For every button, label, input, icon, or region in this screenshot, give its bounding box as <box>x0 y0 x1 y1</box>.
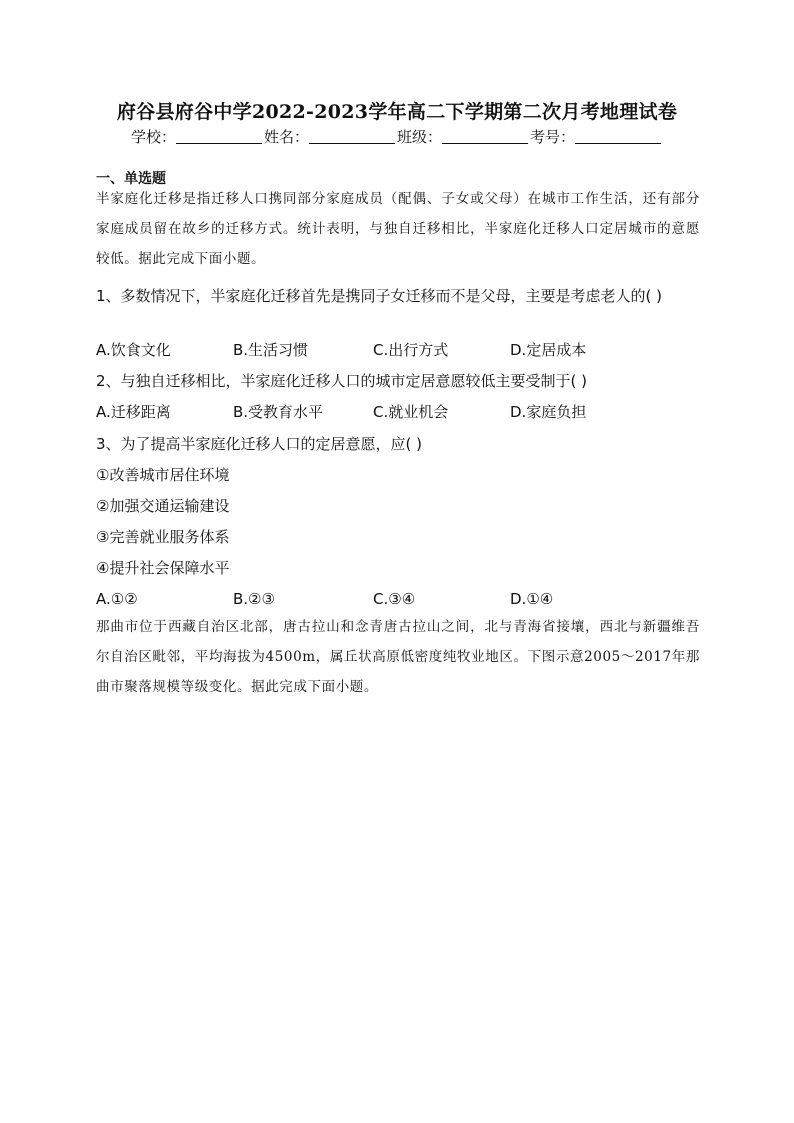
section-heading: 一、单选题 <box>96 171 166 187</box>
q2-option-d: D.家庭负担 <box>510 403 587 421</box>
number-label: 考号： <box>530 128 576 146</box>
q2-option-b: B.受教育水平 <box>233 403 324 421</box>
school-label: 学校： <box>130 128 176 146</box>
q1-option-b: B.生活习惯 <box>233 341 309 359</box>
number-blank <box>575 129 661 144</box>
exam-title: 府谷县府谷中学2022-2023学年高二下学期第二次月考地理试卷 <box>116 101 678 123</box>
q3-statement-3: ③完善就业服务体系 <box>96 528 230 546</box>
q1-option-a: A.饮食文化 <box>96 341 171 359</box>
question-2-stem: 2、与独自迁移相比，半家庭化迁移人口的城市定居意愿较低主要受制于( ) <box>96 372 588 390</box>
question-2-options <box>96 397 702 427</box>
school-blank <box>176 129 262 144</box>
question-3-stem: 3、为了提高半家庭化迁移人口的定居意愿，应( ) <box>96 435 423 453</box>
name-blank <box>309 129 395 144</box>
student-info-row <box>0 126 794 147</box>
reading-passage-2: 那曲市位于西藏自治区北部，唐古拉山和念青唐古拉山之间，北与青海省接壤，西北与新疆维吾尔自治区毗邻，平均海拔为4500m，属丘状高原低密度纯牧业地区。下图示意2005～2017年那曲市聚落规模等级变化。据此完成下面小题。 <box>96 619 700 695</box>
class-blank <box>442 129 528 144</box>
q3-option-d: D.①④ <box>510 590 554 608</box>
q1-option-d: D.定居成本 <box>510 341 587 359</box>
question-3-options <box>96 584 702 614</box>
q3-option-b: B.②③ <box>233 590 275 608</box>
q3-statement-1: ①改善城市居住环境 <box>96 466 230 484</box>
question-1-options <box>96 335 702 365</box>
q2-option-c: C.就业机会 <box>373 403 449 421</box>
q3-option-c: C.③④ <box>373 590 416 608</box>
q2-option-a: A.迁移距离 <box>96 403 171 421</box>
question-1-stem: 1、多数情况下，半家庭化迁移首先是携同子女迁移而不是父母，主要是考虑老人的( ) <box>96 287 663 305</box>
q3-statement-2: ②加强交通运输建设 <box>96 497 230 515</box>
q1-option-c: C.出行方式 <box>373 341 449 359</box>
reading-passage-1: 半家庭化迁移是指迁移人口携同部分家庭成员（配偶、子女或父母）在城市工作生活，还有部分家庭成员留在故乡的迁移方式。统计表明，与独自迁移相比，半家庭化迁移人口定居城市的意愿较低。据此完成下面小题。 <box>96 191 700 267</box>
name-label: 姓名： <box>263 128 309 146</box>
q3-statement-4: ④提升社会保障水平 <box>96 559 230 577</box>
class-label: 班级： <box>397 128 443 146</box>
q3-option-a: A.①② <box>96 590 138 608</box>
